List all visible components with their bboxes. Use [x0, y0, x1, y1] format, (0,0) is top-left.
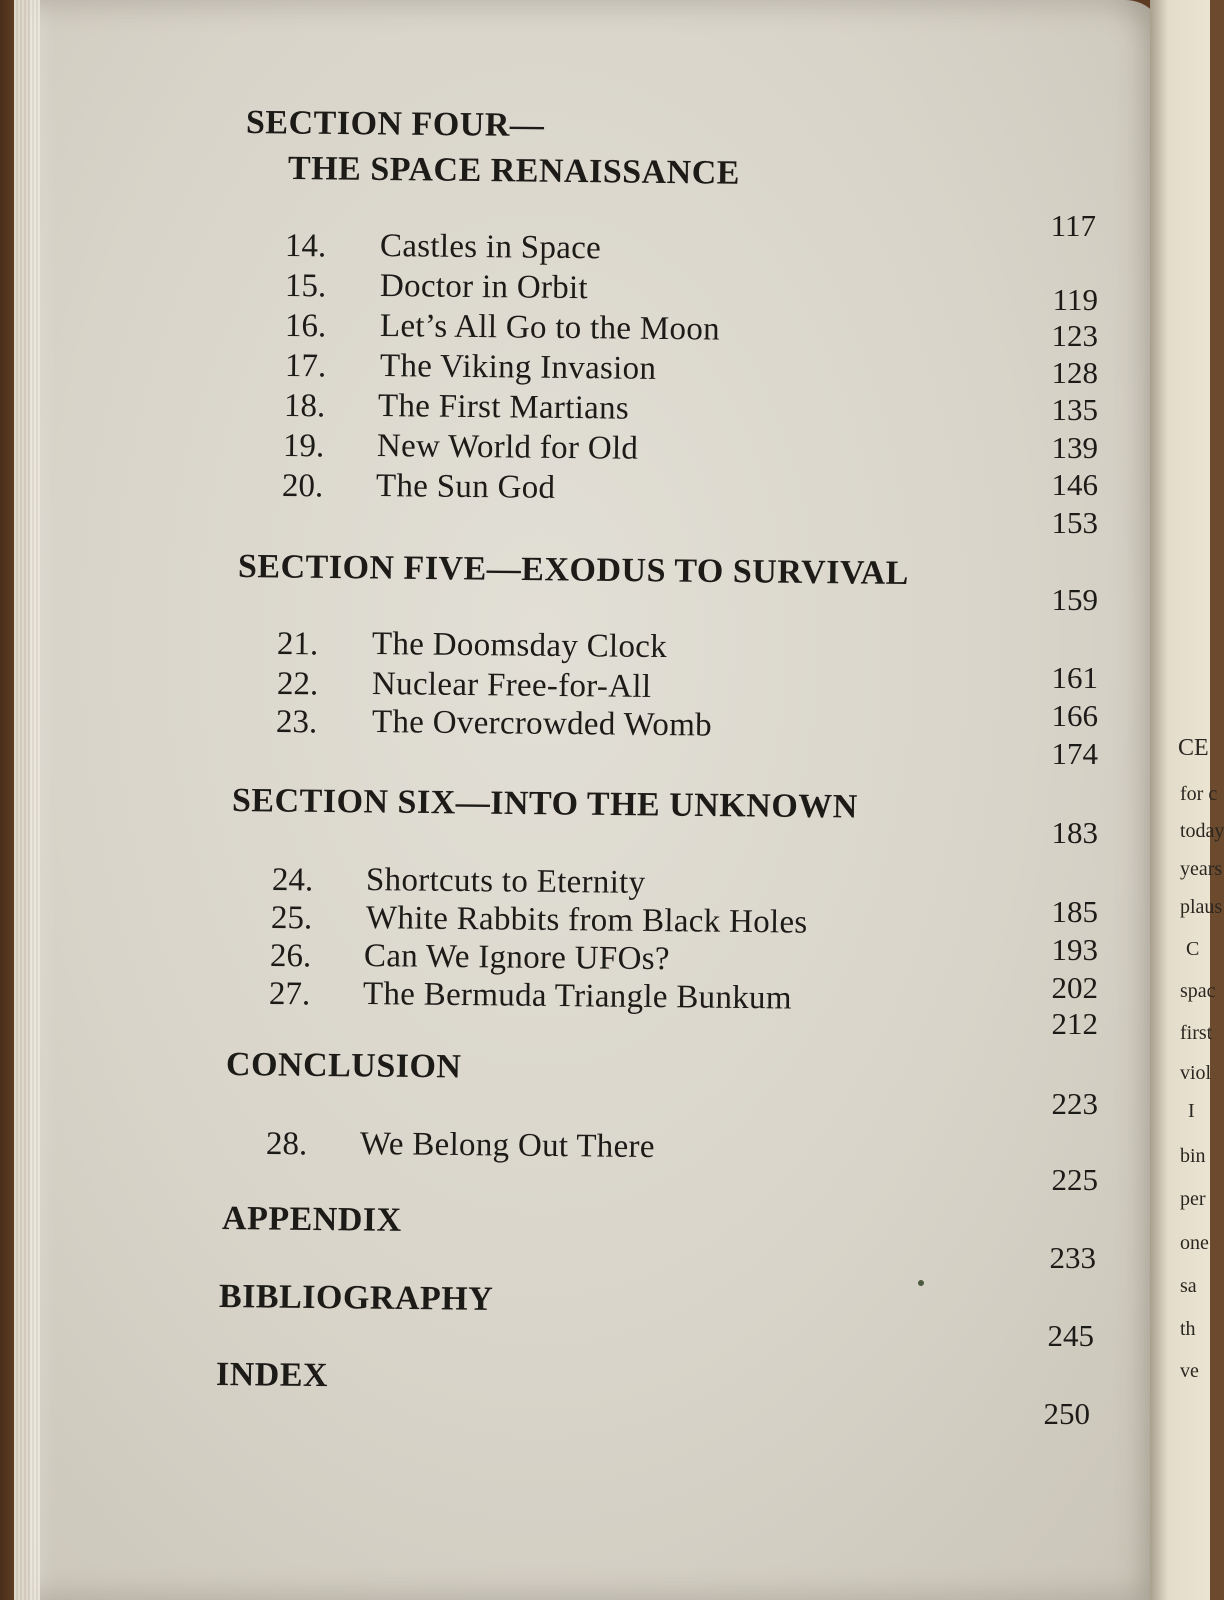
- conclusion-page: 223: [1051, 1086, 1098, 1121]
- chapter-number: 15.: [284, 268, 327, 305]
- facing-page-text: viol: [1180, 1062, 1212, 1084]
- bibliography-page: 245: [1047, 1318, 1094, 1353]
- chapter-title: Shortcuts to Eternity: [365, 862, 646, 901]
- chapter-number: 24.: [271, 862, 314, 899]
- facing-page-text: th: [1180, 1318, 1196, 1340]
- index-heading: INDEX: [215, 1356, 329, 1395]
- facing-page-text: sa: [1180, 1275, 1197, 1297]
- chapter-page: 135: [1051, 392, 1098, 427]
- appendix-heading: APPENDIX: [221, 1200, 402, 1239]
- chapter-page: 153: [1051, 505, 1098, 540]
- facing-page-text: ve: [1180, 1360, 1199, 1382]
- conclusion-heading: CONCLUSION: [225, 1046, 462, 1086]
- facing-page-text: spac: [1180, 980, 1216, 1002]
- chapter-title: The Bermuda Triangle Bunkum: [362, 976, 792, 1017]
- facing-page-text: CE: [1178, 735, 1209, 761]
- chapter-number: 25.: [270, 900, 313, 937]
- chapter-page: 119: [1052, 282, 1098, 317]
- bibliography-heading: BIBLIOGRAPHY: [218, 1278, 494, 1318]
- chapter-title: The Viking Invasion: [379, 348, 657, 387]
- chapter-title: The Doomsday Clock: [371, 626, 668, 666]
- facing-page-text: for c: [1180, 783, 1218, 805]
- chapter-title: White Rabbits from Black Holes: [365, 900, 808, 941]
- facing-page-text: bin: [1180, 1145, 1206, 1167]
- facing-page-text: plaus: [1180, 896, 1223, 918]
- facing-page-text: years: [1180, 858, 1223, 880]
- chapter-title: We Belong Out There: [359, 1126, 655, 1166]
- section-four-heading-line2: THE SPACE RENAISSANCE: [287, 150, 741, 192]
- chapter-number: 21.: [276, 626, 319, 663]
- chapter-title: The Sun God: [375, 468, 556, 506]
- chapter-number: 14.: [284, 228, 327, 265]
- chapter-page: 161: [1051, 660, 1098, 695]
- chapter-title: The First Martians: [377, 388, 630, 427]
- section-six-heading: SECTION SIX—INTO THE UNKNOWN: [231, 782, 859, 826]
- paper-speck: [918, 1280, 924, 1286]
- chapter-page: 128: [1051, 355, 1098, 390]
- chapter-number: 20.: [281, 468, 324, 505]
- facing-page-text: per: [1180, 1188, 1206, 1210]
- facing-page-text: one: [1180, 1232, 1209, 1254]
- chapter-number: 19.: [282, 428, 325, 465]
- chapter-number: 28.: [265, 1126, 308, 1163]
- chapter-number: 22.: [276, 666, 319, 703]
- chapter-number: 18.: [283, 388, 326, 425]
- chapter-page: 202: [1051, 970, 1098, 1005]
- section-four-heading-line1: SECTION FOUR—: [245, 104, 545, 145]
- chapter-number: 26.: [269, 938, 312, 975]
- chapter-page: 225: [1051, 1162, 1098, 1197]
- chapter-title: New World for Old: [376, 428, 639, 467]
- section-five-page: 159: [1051, 582, 1098, 617]
- facing-page-text: first: [1180, 1022, 1213, 1044]
- appendix-page: 233: [1049, 1240, 1096, 1275]
- chapter-number: 27.: [268, 976, 311, 1013]
- chapter-number: 23.: [275, 704, 318, 741]
- section-five-heading: SECTION FIVE—EXODUS TO SURVIVAL: [237, 548, 910, 593]
- chapter-title: Doctor in Orbit: [379, 268, 589, 307]
- chapter-page: 174: [1051, 736, 1098, 771]
- section-six-page: 183: [1051, 815, 1098, 850]
- chapter-page: 185: [1051, 894, 1098, 929]
- chapter-page: 123: [1051, 318, 1098, 353]
- section-four-page: 117: [1050, 208, 1096, 243]
- chapter-number: 16.: [284, 308, 327, 345]
- index-page: 250: [1043, 1396, 1090, 1431]
- facing-page-text: I: [1188, 1100, 1195, 1122]
- chapter-page: 139: [1051, 430, 1098, 465]
- chapter-page: 166: [1051, 698, 1098, 733]
- chapter-title: Can We Ignore UFOs?: [363, 938, 670, 978]
- chapter-title: Nuclear Free-for-All: [371, 666, 652, 705]
- chapter-title: The Overcrowded Womb: [371, 704, 713, 744]
- chapter-title: Let’s All Go to the Moon: [379, 308, 721, 348]
- chapter-page: 193: [1051, 932, 1098, 967]
- chapter-number: 17.: [284, 348, 327, 385]
- facing-page-text: today: [1180, 820, 1224, 842]
- chapter-page: 212: [1051, 1006, 1098, 1041]
- facing-page-text: C: [1186, 938, 1200, 960]
- chapter-title: Castles in Space: [379, 228, 602, 267]
- chapter-page: 146: [1051, 467, 1098, 502]
